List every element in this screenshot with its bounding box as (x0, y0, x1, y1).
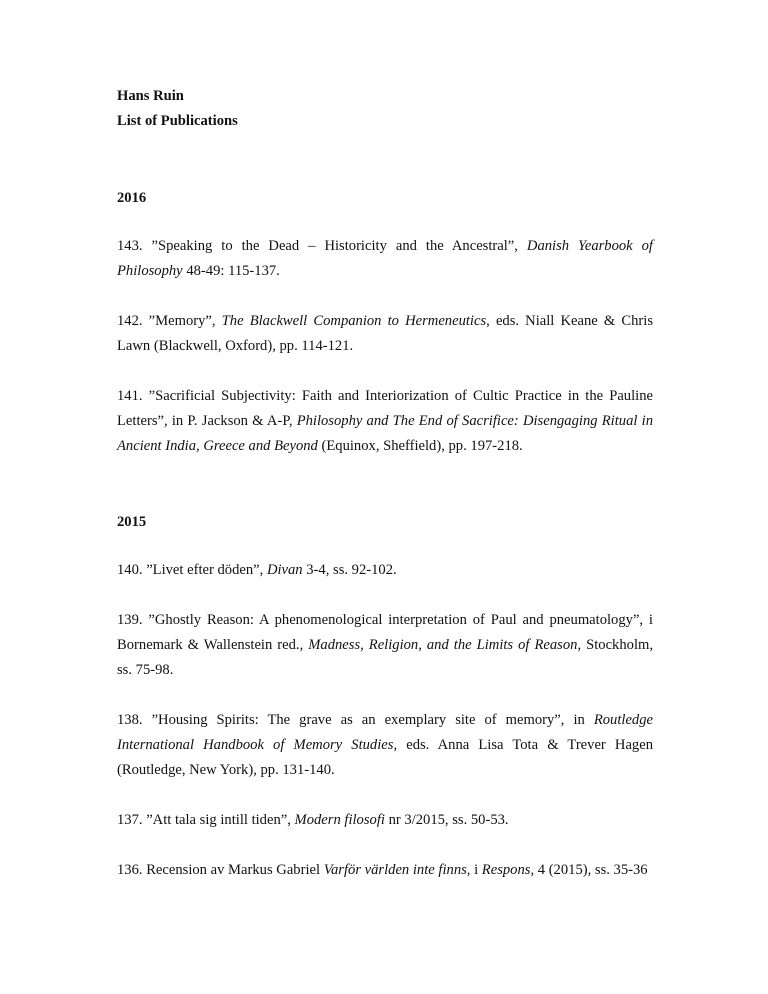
spacer (117, 535, 653, 558)
publication-sections (117, 186, 653, 883)
author-name: Hans Ruin (117, 88, 184, 104)
publication-entry (117, 384, 653, 459)
publication-text: 136. Recension av Markus Gabriel (117, 862, 324, 878)
publication-list-page (117, 84, 653, 883)
publication-text: 140. ”Livet efter döden”, (117, 562, 267, 578)
publication-title-italic: Varför världen inte finns (323, 862, 467, 878)
publication-text: 141. ”Sacrificial Subjectivity: Faith and Interiorization of Cultic Practice in the Pauline Letters”, in P. Jackson & A-P, (117, 388, 653, 429)
publication-text: 143. ”Speaking to the Dead – Historicity and the Ancestral”, (117, 238, 527, 254)
publication-title-italic: Routledge International Handbook of Memory Studies (117, 712, 653, 753)
publication-title-italic: Madness, Religion, and the Limits of Reason (308, 637, 578, 653)
publication-text: nr 3/2015, ss. 50-53. (384, 812, 509, 828)
publication-entry (117, 558, 653, 583)
publication-title-italic: Danish Yearbook of Philosophy (117, 238, 653, 279)
spacer (117, 359, 653, 384)
spacer (117, 683, 653, 708)
publication-text: 138. ”Housing Spirits: The grave as an exemplary site of memory”, in (117, 712, 594, 728)
publication-entry (117, 708, 653, 783)
publication-text: 137. ”Att tala sig intill tiden”, (117, 812, 295, 828)
year-heading: 2015 (117, 514, 147, 530)
publication-title-italic: Respons (481, 862, 531, 878)
publication-text: , Stockholm, ss. 75-98. (117, 637, 653, 678)
publication-text: 48-49: 115-137. (182, 263, 280, 279)
publication-text: , eds. Anna Lisa Tota & Trever Hagen (Routledge, New York), pp. 131-140. (117, 737, 654, 778)
publication-entry (117, 858, 653, 883)
publication-text: , i (466, 862, 482, 878)
publication-text: , eds. Niall Keane & Chris Lawn (Blackwell, Oxford), pp. 114-121. (117, 313, 653, 354)
spacer (117, 459, 653, 510)
publication-title-italic: Divan (266, 562, 303, 578)
publication-title-italic: Philosophy and The End of Sacrifice: Disengaging Ritual in Ancient India, Greece and Beyond (117, 413, 653, 454)
publication-title-italic: Modern filosofi (294, 812, 385, 828)
spacer (117, 583, 653, 608)
publication-text: 142. ”Memory”, (117, 313, 222, 329)
spacer (117, 783, 653, 808)
publication-text: 139. ”Ghostly Reason: A phenomenological interpretation of Paul and pneumatology”, i Bornemark & Wallenstein red., (117, 612, 653, 653)
publication-entry (117, 309, 653, 359)
spacer (117, 284, 653, 309)
publication-text: 3-4, ss. 92-102. (302, 562, 397, 578)
publication-entry (117, 808, 653, 833)
spacer (117, 833, 653, 858)
publication-text: , 4 (2015), ss. 35-36 (530, 862, 648, 878)
year-heading: 2016 (117, 190, 147, 206)
publication-title-italic: The Blackwell Companion to Hermeneutics (221, 313, 487, 329)
spacer (117, 211, 653, 234)
publication-entry (117, 234, 653, 284)
spacer (117, 134, 653, 186)
publication-entry (117, 608, 653, 683)
publication-text: (Equinox, Sheffield), pp. 197-218. (317, 438, 523, 454)
document-title: List of Publications (117, 113, 238, 129)
